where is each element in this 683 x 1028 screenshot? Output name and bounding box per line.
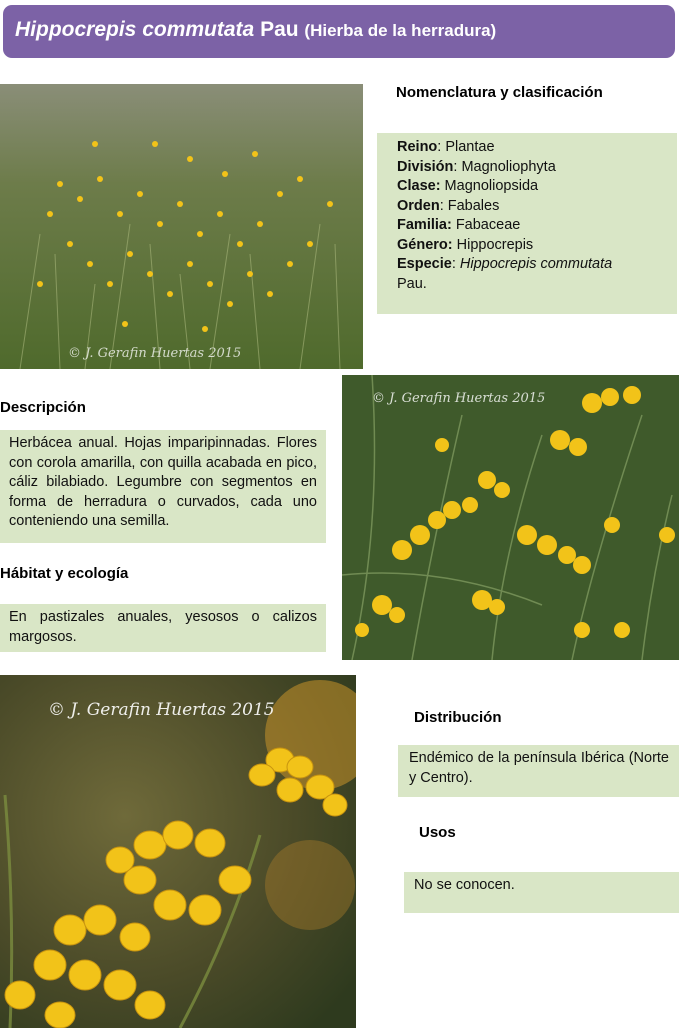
author-name: Pau (260, 18, 299, 41)
row-reino: Reino: Plantae (397, 139, 495, 155)
row-familia: Familia: Fabaceae (397, 217, 521, 233)
row-genero: Género: Hippocrepis (397, 236, 534, 253)
classification-box (377, 133, 677, 314)
habitat-heading: Hábitat y ecología (0, 565, 129, 582)
uses-box: No se conocen. (404, 872, 679, 913)
row-clase: Clase: Magnoliopsida (397, 178, 539, 194)
row-especie: Especie: Hippocrepis commutata (397, 256, 613, 272)
scientific-name: Hippocrepis commutata (15, 18, 255, 41)
closeup-photo (342, 375, 679, 660)
uses-heading: Usos (419, 824, 456, 841)
row-orden: Orden: Fabales (397, 197, 500, 214)
field-photo (0, 84, 363, 369)
macro-photo (0, 675, 356, 1028)
description-box: Herbácea anual. Hojas imparipinnadas. Flores con corola amarilla, con quilla acabada en pico, cáliz bilabiado. Legumbre con segmentos en forma de herradura o curvados, cada uno conteniendo una semilla. (0, 430, 326, 543)
distribution-box: Endémico de la península Ibérica (Norte y Centro). (398, 745, 679, 797)
title-banner (3, 5, 675, 58)
watermark-2: © J. Gerafin Huertas 2015 (372, 391, 546, 406)
distribution-heading: Distribución (414, 709, 502, 726)
description-heading: Descripción (0, 399, 86, 416)
watermark-1: © J. Gerafin Huertas 2015 (68, 346, 242, 361)
watermark-3: © J. Gerafin Huertas 2015 (48, 700, 275, 720)
common-name: (Hierba de la herradura) (304, 21, 497, 40)
nomenclature-heading: Nomenclatura y clasificación (396, 84, 603, 101)
row-especie-author: Pau. (397, 275, 427, 292)
row-division: División: Magnoliophyta (397, 158, 556, 175)
habitat-box: En pastizales anuales, yesosos o calizos margosos. (0, 604, 326, 652)
